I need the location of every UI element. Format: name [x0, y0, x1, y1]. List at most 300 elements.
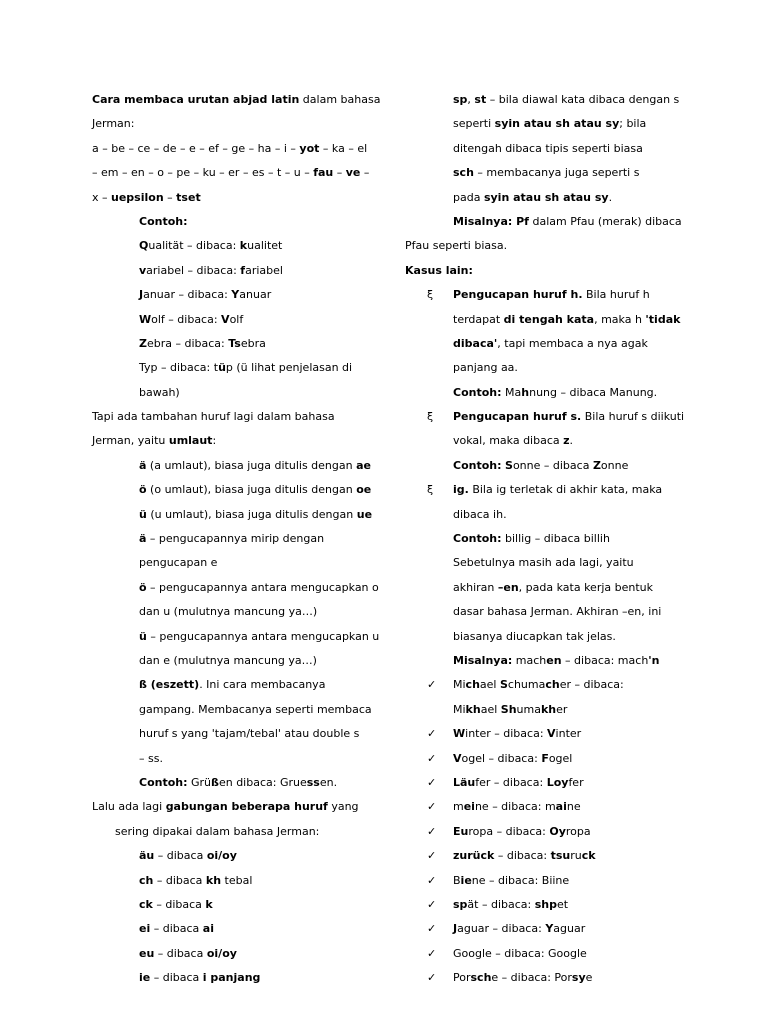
text-segment: ; bila	[619, 117, 647, 131]
text-segment: Jerman:	[92, 117, 135, 131]
text-line	[92, 795, 372, 819]
text-segment: Bila ig terletak di akhir kata, maka	[468, 483, 663, 497]
bold-text: ü	[472, 849, 481, 863]
text-segment: – dibaca	[152, 897, 206, 911]
text-segment: – dibaca: mach	[561, 653, 649, 667]
text-segment: tebal	[221, 873, 253, 887]
text-segment: fer – dibaca:	[475, 775, 547, 789]
text-segment: aguar	[553, 922, 586, 936]
bold-text: ue	[356, 507, 373, 521]
text-segment: , tapi membaca a nya agak	[497, 336, 648, 350]
bold-text: sp	[453, 93, 468, 106]
text-segment: gampang. Membacanya seperti membaca	[139, 702, 372, 716]
bold-text: J	[453, 922, 458, 936]
text-segment: et	[557, 897, 569, 911]
bold-text: yot	[299, 141, 320, 155]
text-segment: er – dibaca:	[559, 678, 624, 692]
text-segment: en dibaca: Grue	[218, 775, 307, 789]
text-line	[405, 747, 695, 771]
text-line	[405, 454, 695, 478]
bold-text: Z	[592, 458, 601, 472]
bold-text: ck	[139, 897, 153, 911]
checkmark-bullet-icon: ✓	[427, 849, 437, 863]
bold-text: Pengucapan huruf s.	[453, 410, 582, 424]
text-line	[92, 820, 372, 844]
text-segment: ariabel	[245, 263, 283, 277]
text-line	[405, 356, 695, 380]
bold-text: ig.	[453, 483, 469, 497]
text-line	[92, 576, 379, 600]
text-segment: Bila huruf h	[582, 288, 650, 302]
text-segment: Pfau seperti biasa.	[405, 239, 508, 253]
text-segment: ne – dibaca: m	[474, 800, 556, 814]
text-line	[92, 942, 372, 966]
xi-bullet-icon: ξ	[427, 483, 434, 497]
text-segment: – pengucapannya antara mengucapkan o	[146, 580, 379, 594]
bold-text: Y	[231, 288, 240, 302]
bold-text: J	[139, 288, 144, 302]
text-line	[92, 600, 372, 624]
bold-text: ie	[139, 971, 151, 985]
text-line	[92, 966, 372, 990]
bold-text: dibaca'	[453, 336, 498, 350]
text-line	[92, 551, 372, 575]
bold-text: Sh	[500, 702, 517, 716]
text-segment: ebra – dibaca:	[146, 336, 229, 350]
bold-text: V	[547, 727, 556, 741]
text-segment: – dibaca:	[494, 849, 551, 863]
text-segment: Ma	[501, 385, 522, 399]
text-line	[92, 503, 372, 527]
text-line	[92, 527, 372, 551]
checkmark-bullet-icon: ✓	[427, 775, 437, 789]
text-segment: anuar	[239, 288, 272, 302]
bold-text: ch	[465, 678, 480, 692]
bold-text: Misalnya: Pf	[453, 214, 529, 228]
text-line	[405, 112, 695, 136]
text-line	[405, 576, 695, 600]
text-line	[405, 673, 695, 697]
checkmark-bullet-icon: ✓	[427, 897, 437, 911]
bold-text: Contoh:	[453, 385, 502, 399]
bold-text: kh	[540, 702, 557, 716]
text-segment: (a umlaut), biasa juga ditulis dengan	[146, 458, 357, 472]
right-column	[405, 88, 695, 990]
text-segment: Sebetulnya masih ada lagi, yaitu	[453, 556, 634, 570]
bold-text: Contoh:	[139, 214, 188, 228]
text-line	[405, 283, 695, 307]
text-segment: olf – dibaca:	[151, 312, 222, 326]
text-segment: Lalu ada lagi	[92, 800, 166, 814]
text-line	[405, 161, 695, 185]
text-segment: en.	[319, 775, 338, 789]
bold-text: gabungan beberapa huruf	[165, 800, 328, 814]
xi-bullet-icon: ξ	[427, 288, 434, 302]
text-line	[92, 186, 372, 210]
bold-text: di tengah kata	[503, 312, 595, 326]
text-line	[92, 88, 381, 112]
bold-text: –en	[497, 580, 519, 594]
bold-text: oi/oy	[206, 946, 237, 960]
text-segment: terdapat	[453, 312, 504, 326]
bold-text: oe	[356, 483, 372, 497]
text-segment: – dibaca	[154, 946, 207, 960]
text-segment: – dibaca	[153, 873, 206, 887]
bold-text: 'tidak	[645, 312, 681, 326]
bold-text: ö	[139, 580, 147, 594]
text-line	[92, 747, 372, 771]
text-line	[405, 137, 695, 161]
text-segment: uma	[516, 702, 541, 716]
bold-text: z	[563, 434, 570, 448]
text-segment: .	[608, 190, 613, 204]
bold-text: v	[139, 263, 147, 277]
text-segment: e	[585, 971, 593, 985]
bold-text: tsu	[550, 849, 571, 863]
bold-text: V	[221, 312, 230, 326]
bold-text: k	[239, 239, 248, 253]
bold-text: sp	[453, 897, 468, 911]
text-segment: pada	[453, 190, 484, 204]
text-line	[405, 259, 695, 283]
text-segment: er	[556, 702, 568, 716]
text-segment: ebra	[240, 336, 266, 350]
bold-text: 'n	[648, 653, 660, 667]
bold-text: shp	[534, 897, 557, 911]
text-segment: Mi	[453, 702, 466, 716]
bold-text: S	[499, 678, 508, 692]
text-line	[405, 332, 695, 356]
text-segment: vokal, maka dibaca	[453, 434, 564, 448]
checkmark-bullet-icon: ✓	[427, 727, 437, 741]
text-segment: ogel – dibaca:	[461, 751, 542, 765]
text-segment: pengucapan e	[139, 556, 218, 570]
text-segment: – bila diawal kata dibaca dengan s	[486, 93, 680, 106]
bold-text: ae	[356, 458, 371, 472]
text-segment: aguar – dibaca:	[457, 922, 546, 936]
text-line	[405, 869, 695, 893]
bold-text: ei	[139, 922, 151, 936]
text-segment: (u umlaut), biasa juga ditulis dengan	[146, 507, 357, 521]
bold-text: eu	[139, 946, 155, 960]
text-segment: B	[453, 873, 461, 887]
text-segment: , pada kata kerja bentuk	[518, 580, 654, 594]
text-line	[405, 820, 695, 844]
text-line	[405, 722, 695, 746]
text-line	[92, 869, 372, 893]
bold-text: umlaut	[168, 434, 213, 448]
bold-text: W	[139, 312, 152, 326]
bold-text: en	[546, 653, 562, 667]
text-line	[92, 161, 372, 185]
bold-text: ü	[218, 361, 226, 375]
bold-text: W	[453, 727, 466, 741]
text-segment: biasanya diucapkan tak jelas.	[453, 629, 616, 643]
bold-text: ie	[460, 873, 472, 887]
bold-text: ß	[211, 775, 219, 789]
text-segment: dibaca ih.	[453, 507, 507, 521]
text-segment: Google – dibaca: Google	[453, 946, 587, 960]
text-segment: Grü	[187, 775, 212, 789]
checkmark-bullet-icon: ✓	[427, 946, 437, 960]
text-line	[405, 795, 695, 819]
bold-text: sy	[571, 971, 586, 985]
text-segment: ael	[479, 678, 500, 692]
text-segment: – em – en – o – pe – ku – er – es – t – u –	[92, 166, 314, 180]
text-segment: dalam bahasa	[299, 93, 381, 106]
bold-text: ck	[480, 849, 495, 863]
text-line	[405, 478, 695, 502]
text-segment: Bila huruf s diikuti	[581, 410, 685, 424]
bold-text: Kasus lain:	[405, 263, 473, 277]
bold-text: Z	[139, 336, 147, 350]
text-segment: ru	[570, 849, 582, 863]
bold-text: Eu	[453, 824, 469, 838]
text-segment: fer	[568, 775, 584, 789]
text-segment: e – dibaca: Por	[491, 971, 572, 985]
text-segment: – membacanya juga seperti s	[473, 166, 640, 180]
text-segment: nung – dibaca Manung.	[529, 385, 658, 399]
text-segment: –	[360, 166, 370, 180]
text-segment: ualität – dibaca:	[148, 239, 240, 253]
bold-text: Läu	[453, 775, 476, 789]
checkmark-bullet-icon: ✓	[427, 922, 437, 936]
text-line	[405, 600, 695, 624]
text-segment: bawah)	[139, 385, 180, 399]
bold-text: fau	[313, 166, 334, 180]
text-segment: x –	[92, 190, 112, 204]
text-segment: ogel	[548, 751, 573, 765]
text-segment: – dibaca	[150, 971, 203, 985]
text-line	[92, 283, 372, 307]
text-line	[405, 88, 695, 112]
bold-text: Misalnya:	[453, 653, 513, 667]
bold-text: Y	[545, 922, 554, 936]
text-line	[92, 405, 372, 429]
text-line	[92, 844, 372, 868]
bold-text: ve	[345, 166, 361, 180]
text-segment: m	[453, 800, 464, 814]
text-line	[92, 356, 372, 380]
text-line	[405, 527, 695, 551]
bold-text: uepsilon	[111, 190, 164, 204]
text-line	[405, 966, 695, 990]
bold-text: sch	[453, 166, 474, 180]
bold-text: ch	[139, 873, 154, 887]
checkmark-bullet-icon: ✓	[427, 678, 437, 692]
text-line	[92, 429, 372, 453]
text-line	[405, 649, 695, 673]
bold-text: ö	[139, 483, 147, 497]
bold-text: Contoh:	[453, 458, 502, 472]
checkmark-bullet-icon: ✓	[427, 751, 437, 765]
text-segment: .	[569, 434, 574, 448]
text-segment: Typ – dibaca: t	[139, 361, 219, 375]
text-line	[92, 259, 372, 283]
bold-text: Pengucapan huruf h.	[453, 288, 583, 302]
bold-text: st	[474, 93, 487, 106]
text-segment: (o umlaut), biasa juga ditulis dengan	[146, 483, 357, 497]
text-segment: akhiran	[453, 580, 498, 594]
text-line	[92, 893, 372, 917]
text-line	[92, 234, 372, 258]
text-segment: Jerman, yaitu	[92, 434, 169, 448]
text-segment: anuar – dibaca:	[143, 288, 232, 302]
text-line	[405, 405, 695, 429]
text-segment: p (ü lihat penjelasan di	[225, 361, 353, 375]
text-line	[405, 942, 695, 966]
text-line	[92, 332, 372, 356]
text-segment: Tapi ada tambahan huruf lagi dalam bahasa	[92, 410, 335, 424]
bold-text: ei	[463, 800, 475, 814]
text-line	[405, 698, 695, 722]
text-segment: dalam Pfau (merak) dibaca	[528, 214, 682, 228]
text-segment: dasar bahasa Jerman. Akhiran –en, ini	[453, 605, 662, 619]
checkmark-bullet-icon: ✓	[427, 800, 437, 814]
text-line	[92, 917, 372, 941]
bold-text: äu	[139, 849, 155, 863]
text-line	[405, 381, 695, 405]
text-segment: yang	[327, 800, 359, 814]
text-line	[405, 917, 695, 941]
text-line	[405, 551, 695, 575]
text-line	[92, 308, 372, 332]
bold-text: oi/oy	[206, 849, 237, 863]
bold-text: ck	[581, 849, 596, 863]
text-segment: – pengucapannya antara mengucapkan u	[146, 629, 380, 643]
text-segment: mach	[512, 653, 547, 667]
text-line	[92, 649, 372, 673]
bold-text: f	[240, 263, 246, 277]
text-segment: chuma	[507, 678, 546, 692]
bold-text: Contoh:	[453, 532, 502, 546]
text-segment: seperti	[453, 117, 495, 131]
bold-text: S	[505, 458, 513, 472]
text-segment: :	[212, 434, 217, 448]
text-segment: onne	[600, 458, 629, 472]
text-segment: huruf s yang 'tajam/tebal' atau double s	[139, 727, 360, 741]
text-segment: ne	[566, 800, 581, 814]
text-segment: , maka h	[594, 312, 646, 326]
text-segment: onne – dibaca	[512, 458, 593, 472]
bold-text: h	[521, 385, 530, 399]
bold-text: k	[205, 897, 213, 911]
text-line	[92, 722, 372, 746]
text-segment: billig – dibaca billih	[501, 532, 610, 546]
bold-text: syin atau sh atau sy	[494, 117, 620, 131]
bold-text: Cara membaca urutan abjad latin	[92, 93, 300, 106]
text-segment: – ka – el	[319, 141, 368, 155]
bold-text: Loy	[546, 775, 569, 789]
text-line	[92, 381, 372, 405]
text-line	[92, 210, 372, 234]
text-segment: inter – dibaca:	[465, 727, 548, 741]
bold-text: ä	[139, 458, 147, 472]
bold-text: ai	[555, 800, 567, 814]
text-segment: olf	[229, 312, 244, 326]
bold-text: kh	[465, 702, 481, 716]
bold-text: zur	[453, 849, 473, 863]
bold-text: ai	[202, 922, 214, 936]
bold-text: i panjang	[202, 971, 261, 985]
text-segment: Mi	[453, 678, 466, 692]
bold-text: ss	[306, 775, 320, 789]
text-segment: ät – dibaca:	[467, 897, 535, 911]
text-line	[405, 771, 695, 795]
text-segment: – dibaca	[150, 922, 203, 936]
text-line	[92, 698, 372, 722]
text-line	[92, 673, 372, 697]
text-segment: ael	[480, 702, 501, 716]
text-segment: –	[163, 190, 177, 204]
xi-bullet-icon: ξ	[427, 410, 434, 424]
text-segment: . Ini cara membacanya	[199, 678, 326, 692]
bold-text: tset	[176, 190, 201, 204]
bold-text: ß (eszett)	[139, 678, 200, 692]
text-line	[405, 308, 695, 332]
text-segment: ariabel – dibaca:	[146, 263, 241, 277]
checkmark-bullet-icon: ✓	[427, 824, 437, 838]
text-line	[405, 234, 695, 258]
text-segment: ropa – dibaca:	[468, 824, 550, 838]
bold-text: Q	[139, 239, 149, 253]
bold-text: ü	[139, 629, 147, 643]
text-line	[405, 625, 695, 649]
text-segment: panjang aa.	[453, 361, 518, 375]
bold-text: sch	[470, 971, 492, 985]
text-segment: ,	[467, 93, 475, 106]
text-segment: ualitet	[247, 239, 283, 253]
text-line	[405, 429, 695, 453]
text-segment: dan u (mulutnya mancung ya…)	[139, 605, 318, 619]
bold-text: kh	[205, 873, 222, 887]
text-line	[92, 454, 372, 478]
bold-text: Ts	[228, 336, 241, 350]
bold-text: V	[453, 751, 462, 765]
text-segment: ropa	[565, 824, 591, 838]
text-segment: Por	[453, 971, 471, 985]
bold-text: F	[541, 751, 549, 765]
text-segment: a – be – ce – de – e – ef – ge – ha – i –	[92, 141, 300, 155]
bold-text: Contoh:	[139, 775, 188, 789]
text-line	[92, 478, 372, 502]
text-line	[405, 893, 695, 917]
text-line	[405, 210, 695, 234]
text-line	[92, 112, 372, 136]
text-segment: – ss.	[139, 751, 163, 765]
text-segment: dan e (mulutnya mancung ya…)	[139, 653, 317, 667]
text-line	[405, 503, 695, 527]
bold-text: syin atau sh atau sy	[483, 190, 609, 204]
text-segment: sering dipakai dalam bahasa Jerman:	[115, 824, 320, 838]
text-segment: inter	[555, 727, 582, 741]
text-line	[92, 137, 372, 161]
text-line	[405, 186, 695, 210]
checkmark-bullet-icon: ✓	[427, 971, 437, 985]
left-column	[92, 88, 381, 990]
bold-text: Oy	[549, 824, 566, 838]
text-segment: –	[333, 166, 346, 180]
checkmark-bullet-icon: ✓	[427, 873, 437, 887]
text-line	[92, 625, 380, 649]
text-line	[405, 844, 695, 868]
bold-text: ä	[139, 532, 147, 546]
text-segment: ditengah dibaca tipis seperti biasa	[453, 141, 643, 155]
text-segment: – pengucapannya mirip dengan	[146, 532, 325, 546]
text-line	[92, 771, 372, 795]
text-segment: ne – dibaca: Biine	[471, 873, 570, 887]
text-segment: – dibaca	[154, 849, 207, 863]
